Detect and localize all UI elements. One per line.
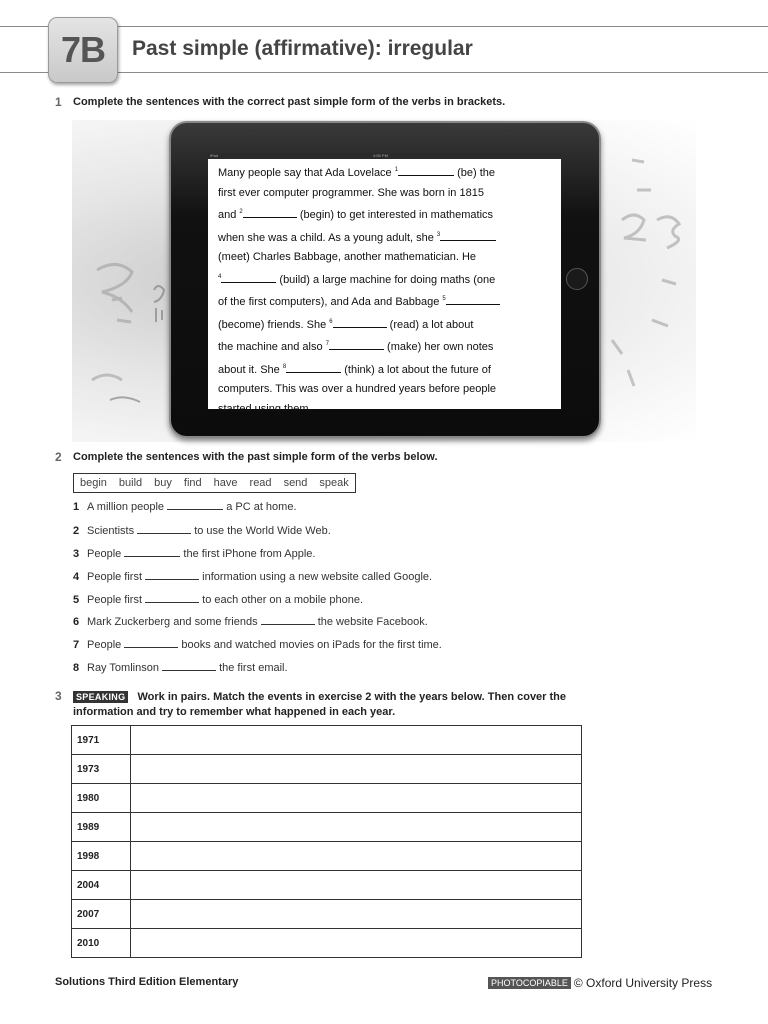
passage-line: (become) friends. She $^6$ (read) a lot about xyxy=(218,318,474,331)
table-row xyxy=(72,755,582,784)
footer-book-title: Solutions Third Edition Elementary xyxy=(55,976,239,988)
exercise-1-number: 1 xyxy=(55,95,62,109)
home-button-icon xyxy=(566,268,588,290)
answer-blank[interactable] xyxy=(261,615,315,625)
answer-blank[interactable] xyxy=(137,524,191,534)
verb-word: speak xyxy=(319,477,349,489)
answer-blank[interactable] xyxy=(446,294,500,305)
answer-cell[interactable] xyxy=(131,842,582,871)
page-title: Past simple (affirmative): irregular xyxy=(132,37,473,60)
sentence-item: 8 Ray Tomlinson the first email. xyxy=(73,662,288,674)
answer-cell[interactable] xyxy=(131,784,582,813)
answer-cell[interactable] xyxy=(131,929,582,958)
answer-blank[interactable] xyxy=(167,500,223,510)
sentence-item: 2 Scientists to use the World Wide Web. xyxy=(73,525,331,537)
answer-blank[interactable] xyxy=(124,638,178,648)
exercise-2-instruction: Complete the sentences with the past simple form of the verbs below. xyxy=(73,451,438,463)
sentence-item: 6 Mark Zuckerberg and some friends the website Facebook. xyxy=(73,616,428,628)
exercise-3-number: 3 xyxy=(55,689,62,703)
verb-word: build xyxy=(118,477,143,489)
publisher: © Oxford University Press xyxy=(573,976,713,990)
passage-line: computers. This was over a hundred years before people xyxy=(218,383,497,395)
year-cell: 1998 xyxy=(72,842,131,871)
answer-blank[interactable] xyxy=(145,570,199,580)
exercise-2-number: 2 xyxy=(55,450,62,464)
answer-blank[interactable] xyxy=(329,339,384,350)
year-cell: 1973 xyxy=(72,755,131,784)
table-row xyxy=(72,813,582,842)
answer-cell[interactable] xyxy=(131,755,582,784)
verb-box xyxy=(73,473,356,493)
unit-badge xyxy=(48,17,118,83)
footer-copyright xyxy=(488,976,712,990)
verb-word: have xyxy=(213,477,238,489)
answer-blank[interactable] xyxy=(440,230,496,241)
passage-line: of the first computers), and Ada and Babbage $^5$ xyxy=(218,290,558,313)
answer-blank[interactable] xyxy=(124,547,180,557)
year-cell: 2004 xyxy=(72,871,131,900)
year-cell: 2010 xyxy=(72,929,131,958)
verb-word: buy xyxy=(154,477,172,489)
passage-line: (meet) Charles Babbage, another mathematician. He xyxy=(218,251,477,263)
status-device: iPad xyxy=(210,153,219,158)
verb-word: send xyxy=(283,477,308,489)
verb-word: begin xyxy=(80,477,107,489)
passage-line: when she was a child. As a young adult, she $^3$ xyxy=(218,226,558,249)
unit-number: 7B xyxy=(60,29,106,70)
year-cell: 2007 xyxy=(72,900,131,929)
passage-text xyxy=(218,161,558,419)
passage-line: started using them. xyxy=(218,402,312,415)
table-row xyxy=(72,871,582,900)
answer-blank[interactable] xyxy=(162,661,216,671)
passage-line: $^4$ (build) a large machine for doing maths (one xyxy=(218,273,496,286)
answer-cell[interactable] xyxy=(131,726,582,755)
year-cell: 1989 xyxy=(72,813,131,842)
table-row xyxy=(72,784,582,813)
sentence-item: 1 A million people a PC at home. xyxy=(73,501,297,513)
passage-line: Many people say that Ada Lovelace $^1$ (be) the xyxy=(218,167,496,179)
answer-blank[interactable] xyxy=(243,207,297,218)
answer-blank[interactable] xyxy=(333,317,387,328)
answer-cell[interactable] xyxy=(131,871,582,900)
answer-blank[interactable] xyxy=(221,272,276,283)
passage-line: first ever computer programmer. She was born in 1815 xyxy=(218,186,484,199)
answer-blank[interactable] xyxy=(286,362,341,373)
tablet-status-bar xyxy=(208,153,561,159)
answer-cell[interactable] xyxy=(131,813,582,842)
sentence-item: 4 People first information using a new website called Google. xyxy=(73,571,433,583)
passage-line: about it. She $^8$ (think) a lot about the future of xyxy=(218,363,491,376)
sentence-item: 3 People the first iPhone from Apple. xyxy=(73,548,316,560)
answer-cell[interactable] xyxy=(131,900,582,929)
answer-blank[interactable] xyxy=(145,593,199,603)
passage-line: the machine and also $^7$ (make) her own notes xyxy=(218,341,494,353)
years-table xyxy=(71,725,582,958)
year-cell: 1971 xyxy=(72,726,131,755)
table-row xyxy=(72,842,582,871)
year-cell: 1980 xyxy=(72,784,131,813)
verb-word: find xyxy=(183,477,202,489)
exercise-1-instruction: Complete the sentences with the correct past simple form of the verbs in brackets. xyxy=(73,96,506,108)
passage-line: and $^2$ (begin) to get interested in mathematics xyxy=(218,209,494,221)
answer-blank[interactable] xyxy=(398,165,454,176)
table-row xyxy=(72,929,582,958)
exercise-3-instruction: SPEAKING Work in pairs. Match the events in exercise 2 with the years below. Then cover the information and try to remember what happened in each year. xyxy=(73,691,567,718)
speaking-badge: SPEAKING xyxy=(73,691,128,703)
photocopiable-badge: PHOTOCOPIABLE xyxy=(488,977,571,989)
table-row xyxy=(72,726,582,755)
table-row xyxy=(72,900,582,929)
sentence-item: 5 People first to each other on a mobile phone. xyxy=(73,594,363,606)
status-time: 4:55 PM xyxy=(373,153,388,158)
sentence-item: 7 People books and watched movies on iPads for the first time. xyxy=(73,639,442,651)
verb-word: read xyxy=(249,477,272,489)
